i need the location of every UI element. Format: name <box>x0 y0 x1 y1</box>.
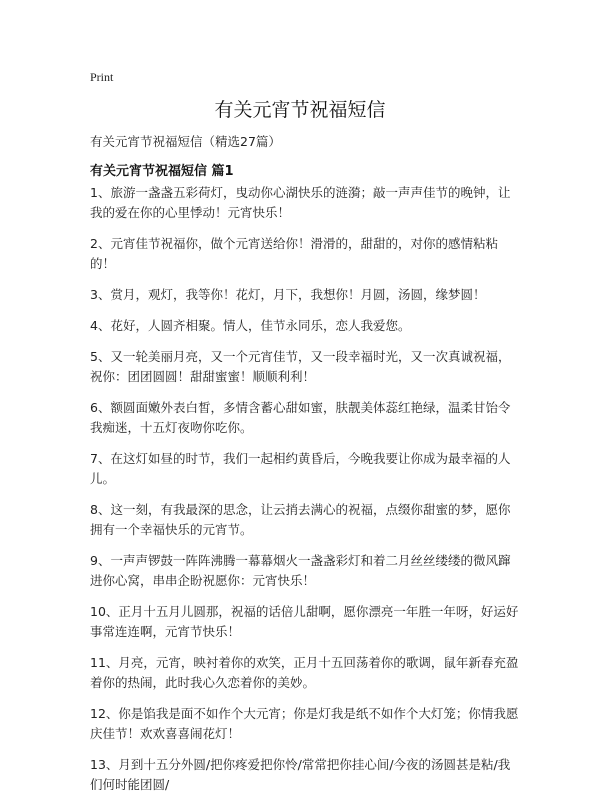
paragraph: 2、元宵佳节祝福你，做个元宵送给你！滑滑的，甜甜的，对你的感情粘粘的！ <box>90 236 498 271</box>
section-heading: 有关元宵节祝福短信 篇1 <box>90 164 234 179</box>
page-title: 有关元宵节祝福短信 <box>214 99 386 121</box>
paragraph: 8、这一刻，有我最深的思念，让云捎去满心的祝福，点缀你甜蜜的梦，愿你拥有一个幸福快乐的元宵节。 <box>90 502 511 537</box>
paragraph: 11、月亮，元宵，映衬着你的欢笑，正月十五回荡着你的歌调，鼠年新春充盈着你的热闹，此时我心久恋着你的美妙。 <box>90 655 519 690</box>
paragraph: 13、月到十五分外圆/把你疼爱把你怜/常常把你挂心间/今夜的汤圆甚是粘/我们何时能团圆/ <box>90 757 511 792</box>
paragraph: 7、在这灯如昼的时节，我们一起相约黄昏后，今晚我要让你成为最幸福的人儿。 <box>90 451 511 486</box>
paragraph: 4、花好，人圆齐相聚。情人，佳节永同乐，恋人我爱您。 <box>90 318 411 333</box>
paragraph: 9、一声声锣鼓一阵阵沸腾一幕幕烟火一盏盏彩灯和着二月丝丝缕缕的微风蹿进你心窝，串串企盼祝愿你：元宵快乐！ <box>90 553 511 588</box>
document-subtitle: 有关元宵节祝福短信（精选27篇） <box>90 134 281 149</box>
paragraph: 6、额圆面嫩外表白皙，多情含蓄心甜如蜜，肤靓美体蕊红艳绿，温柔甘饴令我痴迷，十五灯夜吻你吃你。 <box>90 400 511 435</box>
paragraph: 12、你是馅我是面不如作个大元宵；你是灯我是纸不如作个大灯笼；你情我愿庆佳节！欢欢喜喜闹花灯！ <box>90 706 519 741</box>
paragraph: 3、赏月，观灯，我等你！花灯，月下，我想你！月圆，汤圆，缘梦圆！ <box>90 287 486 302</box>
paragraph: 10、正月十五月儿圆那，祝福的话倍儿甜啊，愿你漂亮一年胜一年呀，好运好事常连连啊，元宵节快乐！ <box>90 604 519 639</box>
paragraph: 5、又一轮美丽月亮，又一个元宵佳节，又一段幸福时光，又一次真诚祝福，祝你：团团圆圆！甜甜蜜蜜！顺顺利利！ <box>90 349 511 384</box>
paragraph-list <box>90 183 520 806</box>
paragraph: 1、旅游一盏盏五彩荷灯，曳动你心湖快乐的涟漪；敲一声声佳节的晚钟，让我的爱在你的心里悸动！元宵快乐！ <box>90 185 511 220</box>
print-label[interactable]: Print <box>90 70 114 84</box>
